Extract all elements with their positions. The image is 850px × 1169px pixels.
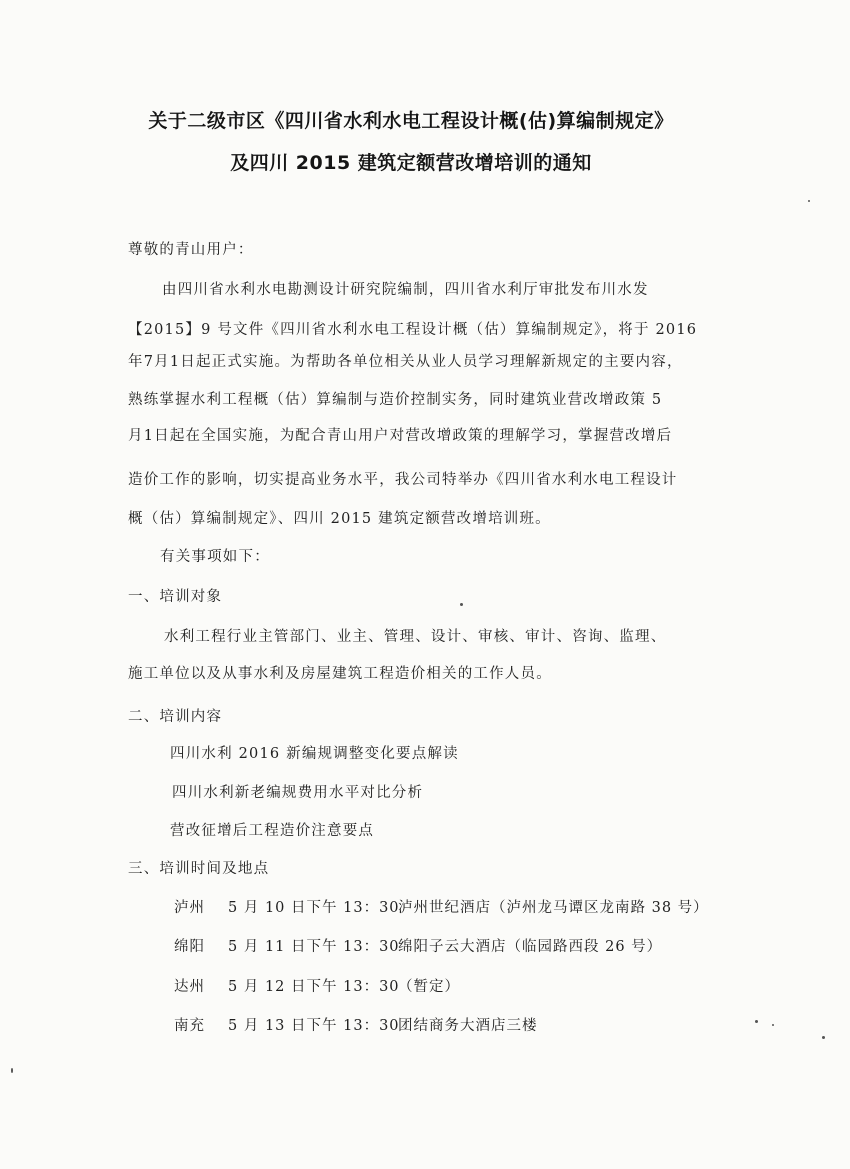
intro-line: 【2015】9 号文件《四川省水利水电工程设计概（估）算编制规定》，将于 2016 [128, 322, 698, 338]
document-title-line-2: 及四川 2015 建筑定额营改增培训的通知 [230, 152, 592, 174]
intro-line: 由四川省水利水电勘测设计研究院编制，四川省水利厅审批发布川水发 [162, 282, 649, 298]
audience-line: 水利工程行业主管部门、业主、管理、设计、审核、审计、咨询、监理、 [164, 629, 667, 645]
schedule-row [174, 975, 460, 996]
schedule-city: 南充 [174, 1018, 205, 1034]
schedule-row [174, 896, 709, 917]
schedule-date: 5 月 13 日下午 13：30 [228, 1018, 400, 1034]
schedule-row [174, 1014, 538, 1035]
schedule-venue: （暂定） [398, 979, 460, 995]
schedule-date: 5 月 10 日下午 13：30 [228, 900, 400, 916]
intro-line: 月1日起在全国实施，为配合青山用户对营改增政策的理解学习，掌握营改增后 [128, 428, 673, 444]
schedule-venue: 泸州世纪酒店（泸州龙马谭区龙南路 38 号） [398, 900, 709, 916]
scan-speck [772, 1024, 774, 1026]
section-heading-content: 二、培训内容 [128, 709, 223, 725]
document-title-line-1: 关于二级市区《四川省水利水电工程设计概(估)算编制规定》 [148, 110, 674, 132]
section-heading-audience: 一、培训对象 [128, 589, 223, 605]
schedule-row [174, 935, 662, 956]
schedule-date: 5 月 12 日下午 13：30 [228, 979, 400, 995]
content-item: 营改征增后工程造价注意要点 [170, 823, 375, 839]
scan-speck [808, 200, 810, 202]
scan-speck [822, 1036, 825, 1039]
schedule-city: 达州 [174, 979, 205, 995]
scan-speck [755, 1020, 758, 1023]
schedule-city: 绵阳 [174, 939, 205, 955]
content-item: 四川水利 2016 新编规调整变化要点解读 [170, 746, 459, 762]
greeting: 尊敬的青山用户： [128, 242, 254, 258]
audience-line: 施工单位以及从事水利及房屋建筑工程造价相关的工作人员。 [128, 666, 552, 682]
scan-speck [11, 1068, 13, 1073]
intro-line: 概（估）算编制规定》、四川 2015 建筑定额营改增培训班。 [128, 511, 551, 527]
scan-speck [460, 603, 463, 606]
content-item: 四川水利新老编规费用水平对比分析 [172, 785, 424, 801]
intro-line: 造价工作的影响，切实提高业务水平，我公司特举办《四川省水利水电工程设计 [128, 472, 678, 488]
matters-intro: 有关事项如下： [160, 549, 270, 565]
section-heading-schedule: 三、培训时间及地点 [128, 861, 270, 877]
schedule-venue: 绵阳子云大酒店（临园路西段 26 号） [398, 939, 663, 955]
schedule-date: 5 月 11 日下午 13：30 [228, 939, 400, 955]
schedule-city: 泸州 [174, 900, 205, 916]
intro-line: 熟练掌握水利工程概（估）算编制与造价控制实务，同时建筑业营改增政策 5 [128, 392, 663, 408]
schedule-venue: 团结商务大酒店三楼 [398, 1018, 538, 1034]
intro-line: 年7月1日起正式实施。为帮助各单位相关从业人员学习理解新规定的主要内容， [128, 354, 683, 370]
